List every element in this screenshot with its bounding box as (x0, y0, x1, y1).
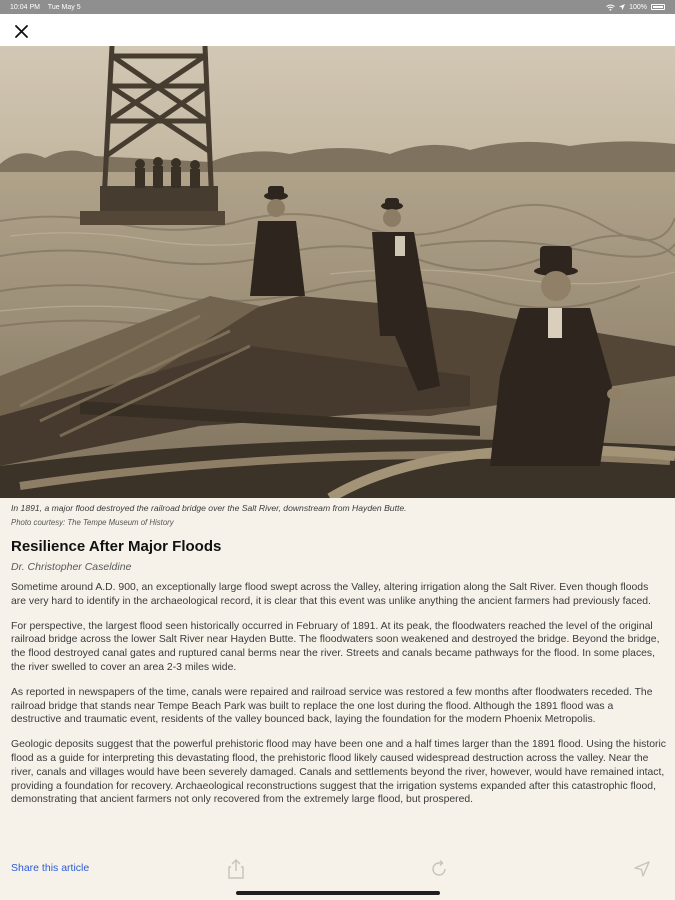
close-icon (15, 25, 28, 38)
article-paragraph: Sometime around A.D. 900, an exceptionally large flood swept across the Valley, altering irrigation along the Salt River. Even though floods are very hard to identify in the archaeological record, it is clear that this event was unlike anything the ancient farmers had previously faced. (11, 582, 651, 607)
article-author: Dr. Christopher Caseldine (11, 561, 132, 573)
hero-photo-illustration (0, 46, 675, 498)
status-right (606, 4, 665, 11)
article-paragraph: Geologic deposits suggest that the powerful prehistoric flood may have been one and a half times larger than the 1891 flood. Using the historic flood as a guide for interpreting this devastating flood, the prehistoric flood likely caused widespread destruction across the valley. Near the river, canals and villages would have been severely damaged. Canals and settlements beyond the river, however, would have remained intact, providing a foundation for recovery. Archaeological reconstructions suggest that the irrigation systems expanded after this catastrophic flood, demonstrating that ancient farmers not only recovered from the extremely large flood, but prospered. (11, 739, 667, 806)
refresh-icon (429, 859, 449, 879)
battery-icon (651, 4, 665, 10)
article-title: Resilience After Major Floods (11, 538, 222, 555)
wifi-icon (606, 4, 615, 11)
battery-percent: 100% (629, 3, 647, 11)
status-time: 10:04 PM (10, 3, 40, 11)
photo-credit: Photo courtesy: The Tempe Museum of History (11, 518, 174, 527)
photo-caption: In 1891, a major flood destroyed the railroad bridge over the Salt River, downstream from Hayden Butte. (11, 503, 407, 513)
refresh-button[interactable] (429, 858, 449, 880)
share-button[interactable] (226, 858, 246, 880)
status-date: Tue May 5 (47, 3, 81, 11)
status-left (10, 4, 87, 11)
location-arrow-button[interactable] (632, 858, 652, 880)
status-bar (0, 0, 675, 14)
hero-photo (0, 46, 675, 498)
article-paragraph: As reported in newspapers of the time, canals were repaired and railroad service was restored a few months after floodwaters receded. The railroad bridge that stands near Tempe Beach Park was built to replace the one lost during the flood. Although the 1891 flood was a destructive and traumatic event, residents of the valley bounced back, laying the foundation for the modern Phoenix Metropolis. (11, 686, 653, 726)
location-arrow-icon (634, 861, 650, 877)
article-body (11, 581, 666, 818)
close-button[interactable] (8, 18, 34, 44)
article-paragraph: For perspective, the largest flood seen historically occurred in February of 1891. At its peak, the floodwaters reached the level of the original railroad bridge across the lower Salt River near Hayden Butte. The floodwaters soon weakened and destroyed the bridge. Beyond the bridge, the flood destroyed canal gates and ruptured canal berms near the river. Streets and canals became pathways for the flood. In some places, the river swelled to cover an area 2-3 miles wide. (11, 620, 660, 673)
share-icon (228, 859, 244, 879)
home-indicator[interactable] (236, 891, 440, 895)
location-icon (619, 4, 625, 10)
share-article-link[interactable]: Share this article (11, 862, 90, 874)
top-bar (0, 14, 675, 46)
